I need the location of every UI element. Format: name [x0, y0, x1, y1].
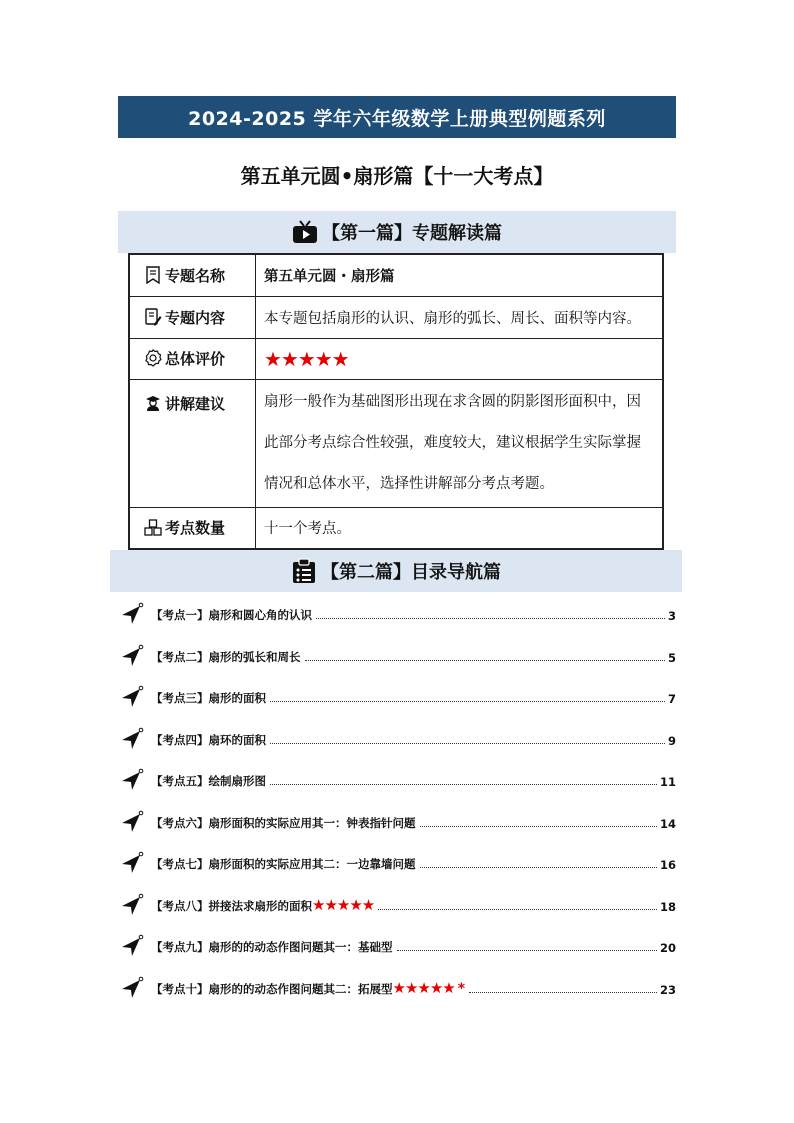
navigation-arrow-icon — [120, 810, 144, 834]
series-banner: 2024-2025 学年六年级数学上册典型例题系列 — [118, 96, 676, 138]
toc-entry[interactable] — [120, 642, 676, 668]
toc-entry-label — [151, 649, 301, 668]
toc-entry[interactable] — [120, 891, 676, 917]
info-key-cell — [129, 338, 256, 379]
toc-leader-dots — [420, 867, 657, 868]
toc-leader-dots — [316, 618, 665, 619]
toc-label-text: 【考点二】扇形的弧长和周长 — [151, 649, 301, 664]
info-key-label: 专题内容 — [165, 308, 226, 327]
info-value-cell — [256, 379, 664, 507]
info-value: 第五单元圆・扇形篇 — [256, 254, 664, 296]
toc-entry-label — [151, 815, 416, 834]
toc-leader-dots — [420, 826, 657, 827]
navigation-arrow-icon — [120, 727, 144, 751]
toc-page-number: 11 — [659, 775, 676, 789]
advice-text: 扇形一般作为基础图形出现在求含圆的阴影图形面积中，因此部分考点综合性较强，难度较大，建议根据学生实际掌握情况和总体水平，选择性讲解部分考点考题。 — [264, 393, 641, 492]
toc-entry-label — [151, 896, 374, 917]
toc-page-number: 18 — [659, 899, 676, 914]
toc-label-text: 【考点三】扇形的面积 — [151, 691, 266, 705]
document-subtitle: 第五单元圆•扇形篇【十一大考点】 — [240, 164, 554, 188]
toc-entry[interactable] — [120, 766, 676, 792]
tv-icon — [292, 219, 318, 245]
toc-page-number: 9 — [667, 733, 676, 748]
toc-leader-dots — [270, 743, 665, 744]
info-key-label: 总体评价 — [165, 350, 226, 368]
toc-entry[interactable] — [120, 808, 676, 834]
info-value: 十一个考点。 — [256, 507, 664, 549]
info-row-advice — [129, 379, 663, 507]
toc-leader-dots — [397, 950, 657, 951]
section-1-title: 【第一篇】专题解读篇 — [322, 223, 502, 244]
toc-leader-dots — [270, 784, 657, 785]
navigation-arrow-icon — [120, 768, 144, 792]
toc-label-text: 【考点一】扇形和圆心角的认识 — [151, 608, 312, 622]
info-row-content — [129, 296, 663, 338]
section-2-header — [110, 550, 682, 592]
rating-stars: ★★★★★ — [264, 346, 349, 371]
toc-leader-dots — [305, 660, 665, 661]
toc-leader-dots — [469, 992, 657, 993]
toc-entry-label — [151, 939, 393, 958]
navigation-arrow-icon — [120, 851, 144, 875]
info-key-label: 考点数量 — [165, 519, 226, 538]
info-value-cell — [256, 338, 664, 379]
toc-page-number: 7 — [667, 692, 676, 706]
navigation-arrow-icon — [120, 602, 144, 626]
info-key-label: 讲解建议 — [165, 394, 226, 413]
toc-entry[interactable] — [120, 683, 676, 709]
toc-page-number: 5 — [667, 650, 676, 665]
info-value: 本专题包括扇形的认识、扇形的弧长、周长、面积等内容。 — [256, 296, 664, 338]
toc-label-text: 【考点七】扇形面积的实际应用其二：一边靠墙问题 — [151, 857, 416, 871]
teacher-icon — [144, 394, 162, 412]
navigation-arrow-icon — [120, 893, 144, 917]
document-edit-icon — [144, 308, 162, 326]
toc-label-text: 【考点五】绘制扇形图 — [151, 774, 266, 788]
award-icon — [144, 349, 162, 367]
section-2-title: 【第二篇】目录导航篇 — [321, 562, 501, 583]
toc-entry-label — [151, 607, 312, 626]
toc-stars: ★★★★★ — [392, 978, 455, 997]
toc-label-text: 【考点九】扇形的的动态作图问题其一：基础型 — [151, 940, 393, 954]
toc-entry[interactable] — [120, 725, 676, 751]
toc-page-number: 20 — [659, 941, 676, 955]
toc-entry[interactable] — [120, 849, 676, 875]
toc-page-number: 16 — [659, 858, 676, 872]
toc-entry-label — [151, 773, 266, 792]
info-row-name — [129, 254, 663, 296]
toc-page-number: 3 — [667, 609, 676, 623]
toc-page-number: 14 — [659, 816, 676, 831]
navigation-arrow-icon — [120, 934, 144, 958]
info-key-cell — [129, 296, 256, 338]
toc-entry-label — [151, 690, 266, 709]
info-row-rating — [129, 338, 663, 379]
toc-extra-star: * — [457, 980, 466, 997]
toc-label-text: 【考点十】扇形的的动态作图问题其二：拓展型 — [151, 981, 393, 996]
topic-info-table — [128, 253, 664, 550]
blocks-icon — [144, 518, 162, 536]
navigation-arrow-icon — [120, 976, 144, 1000]
toc-leader-dots — [378, 909, 657, 910]
info-key-cell — [129, 507, 256, 549]
toc-label-text: 【考点六】扇形面积的实际应用其一：钟表指针问题 — [151, 815, 416, 830]
toc-entry-label — [151, 979, 465, 1000]
toc-label-text: 【考点八】拼接法求扇形的面积 — [151, 898, 312, 913]
toc-label-text: 【考点四】扇环的面积 — [151, 732, 266, 747]
toc-page-number: 23 — [659, 982, 676, 997]
section-1-header — [118, 211, 676, 253]
bookmark-icon — [144, 266, 162, 284]
info-key-cell — [129, 254, 256, 296]
toc-stars: ★★★★★ — [312, 895, 375, 914]
toc-leader-dots — [270, 701, 665, 702]
toc-entry[interactable] — [120, 600, 676, 626]
toc-entry[interactable] — [120, 932, 676, 958]
navigation-arrow-icon — [120, 644, 144, 668]
toc-entry-label — [151, 856, 416, 875]
info-row-count — [129, 507, 663, 549]
info-key-label: 专题名称 — [165, 266, 226, 285]
navigation-arrow-icon — [120, 685, 144, 709]
toc-entry-label — [151, 732, 266, 751]
info-key-cell — [129, 379, 256, 507]
toc-entry[interactable] — [120, 974, 676, 1000]
clipboard-list-icon — [291, 558, 317, 584]
